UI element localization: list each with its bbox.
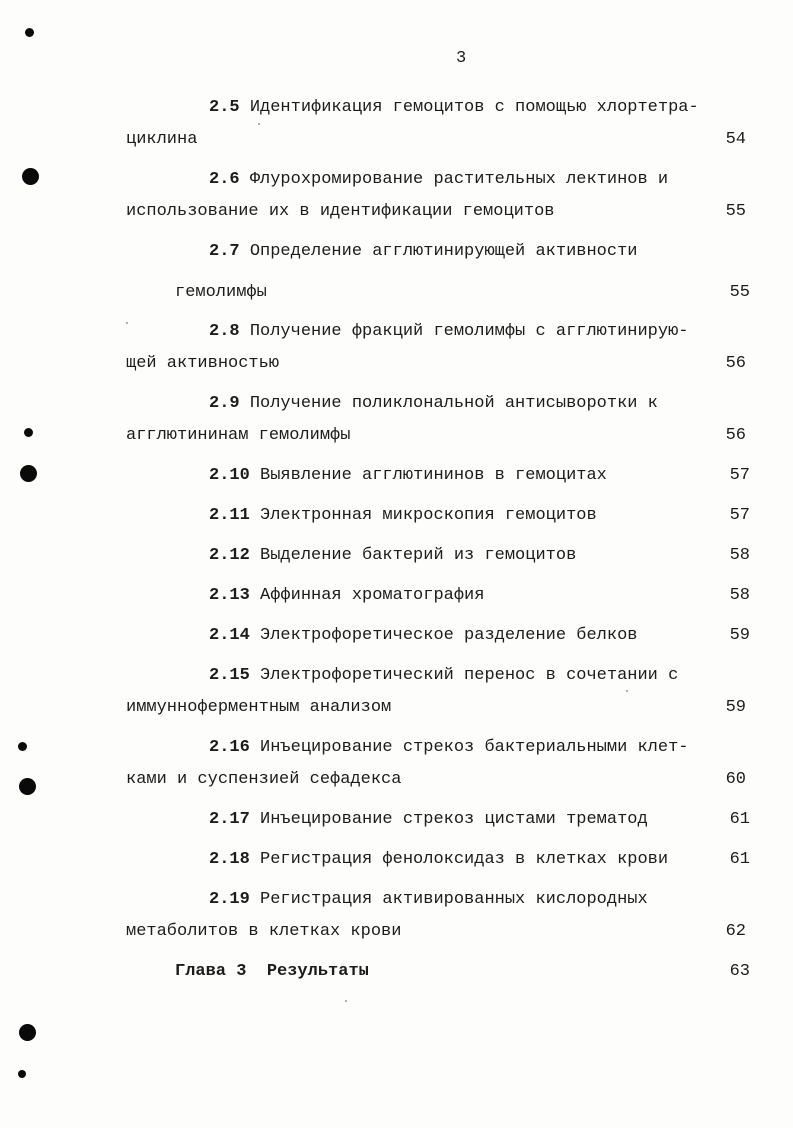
- section-title: Определение агглютинирующей активности: [249, 242, 638, 261]
- page-ref: 56: [725, 426, 746, 445]
- toc-entry-line: [209, 666, 678, 686]
- section-number: 2.5: [209, 98, 240, 117]
- punch-hole: [18, 742, 27, 751]
- page-number: 3: [456, 49, 467, 68]
- section-title: Регистрация активированных кислородных: [260, 890, 648, 909]
- toc-entry-line: [126, 354, 279, 374]
- toc-entry-line: [209, 394, 658, 414]
- page-ref: 59: [725, 698, 746, 717]
- punch-hole: [19, 778, 36, 795]
- toc-entry-line: [126, 202, 554, 222]
- page-ref: 55: [725, 202, 746, 221]
- section-number: 2.16: [209, 738, 250, 757]
- toc-entry-line: [209, 850, 668, 870]
- section-number: 2.17: [209, 810, 250, 829]
- toc-entry-line: [209, 322, 688, 342]
- section-title: Инъецирование стрекоз цистами трематод: [260, 810, 648, 829]
- section-title: Электронная микроскопия гемоцитов: [260, 506, 597, 525]
- toc-entry-line: [209, 626, 637, 646]
- section-title: Инъецирование стрекоз бактериальными клет-: [260, 738, 689, 757]
- page-ref: 57: [729, 466, 750, 485]
- toc-entry-line: [175, 283, 267, 303]
- section-title: Флурохромирование растительных лектинов и: [249, 170, 669, 189]
- punch-hole: [25, 28, 34, 37]
- toc-entry-line: [126, 426, 350, 446]
- section-number: 2.18: [209, 850, 250, 869]
- section-title: агглютининам гемолимфы: [126, 426, 351, 445]
- punch-hole: [19, 1024, 36, 1041]
- section-number: 2.19: [209, 890, 250, 909]
- scan-speck: [345, 1000, 347, 1002]
- section-number: 2.12: [209, 546, 250, 565]
- chapter-label: Глава 3: [175, 962, 247, 981]
- toc-entry-line: [126, 698, 391, 718]
- section-title: циклина: [126, 130, 198, 149]
- punch-hole: [24, 428, 33, 437]
- section-title: Получение поликлональной антисыворотки к: [249, 394, 658, 413]
- section-title: Электрофоретическое разделение белков: [260, 626, 638, 645]
- section-number: 2.8: [209, 322, 240, 341]
- page-ref: 61: [729, 850, 750, 869]
- chapter-heading: [175, 962, 369, 982]
- section-title: использование их в идентификации гемоцитов: [126, 202, 555, 221]
- toc-entry-line: [209, 810, 648, 830]
- toc-entry-line: [209, 586, 484, 606]
- toc-entry-line: [126, 770, 401, 790]
- section-title: Аффинная хроматография: [260, 586, 485, 605]
- section-title: Электрофоретический перенос в сочетании с: [260, 666, 679, 685]
- toc-entry-line: [209, 738, 689, 758]
- page-ref: 58: [729, 546, 750, 565]
- section-title: ками и суспензией сефадекса: [126, 770, 402, 789]
- section-title: Регистрация фенолоксидаз в клетках крови: [260, 850, 669, 869]
- section-number: 2.10: [209, 466, 250, 485]
- page-ref: 58: [729, 586, 750, 605]
- section-number: 2.14: [209, 626, 250, 645]
- page-ref: 57: [729, 506, 750, 525]
- section-title: метаболитов в клетках крови: [126, 922, 402, 941]
- section-title: Выделение бактерий из гемоцитов: [260, 546, 577, 565]
- toc-entry-line: [209, 170, 668, 190]
- page-ref: 60: [725, 770, 746, 789]
- toc-entry-line: [209, 890, 648, 910]
- page-ref: 63: [729, 962, 750, 981]
- toc-entry-line: [209, 98, 699, 118]
- toc-entry-line: [209, 466, 607, 486]
- page-ref: 54: [725, 130, 746, 149]
- punch-hole: [22, 168, 39, 185]
- section-title: щей активностью: [126, 354, 280, 373]
- section-number: 2.7: [209, 242, 240, 261]
- scan-speck: [258, 123, 260, 125]
- punch-hole: [20, 465, 37, 482]
- scan-speck: [626, 690, 628, 692]
- page-ref: 56: [725, 354, 746, 373]
- section-number: 2.9: [209, 394, 240, 413]
- toc-entry-line: [126, 922, 401, 942]
- page-ref: 61: [729, 810, 750, 829]
- section-title: гемолимфы: [175, 283, 267, 302]
- section-number: 2.15: [209, 666, 250, 685]
- section-number: 2.11: [209, 506, 250, 525]
- toc-entry-line: [209, 242, 637, 262]
- section-number: 2.6: [209, 170, 240, 189]
- section-title: Получение фракций гемолимфы с агглютинирую-: [249, 322, 689, 341]
- toc-entry-line: [209, 546, 576, 566]
- toc-entry-line: [209, 506, 597, 526]
- chapter-title: Результаты: [266, 962, 369, 981]
- page-ref: 59: [729, 626, 750, 645]
- page-ref: 62: [725, 922, 746, 941]
- page-ref: 55: [729, 283, 750, 302]
- section-number: 2.13: [209, 586, 250, 605]
- punch-hole: [18, 1070, 26, 1078]
- scan-speck: [126, 322, 128, 324]
- section-title: иммунноферментным анализом: [126, 698, 392, 717]
- section-title: Идентификация гемоцитов с помощью хлортетра-: [249, 98, 699, 117]
- toc-entry-line: [126, 130, 197, 150]
- section-title: Выявление агглютининов в гемоцитах: [260, 466, 607, 485]
